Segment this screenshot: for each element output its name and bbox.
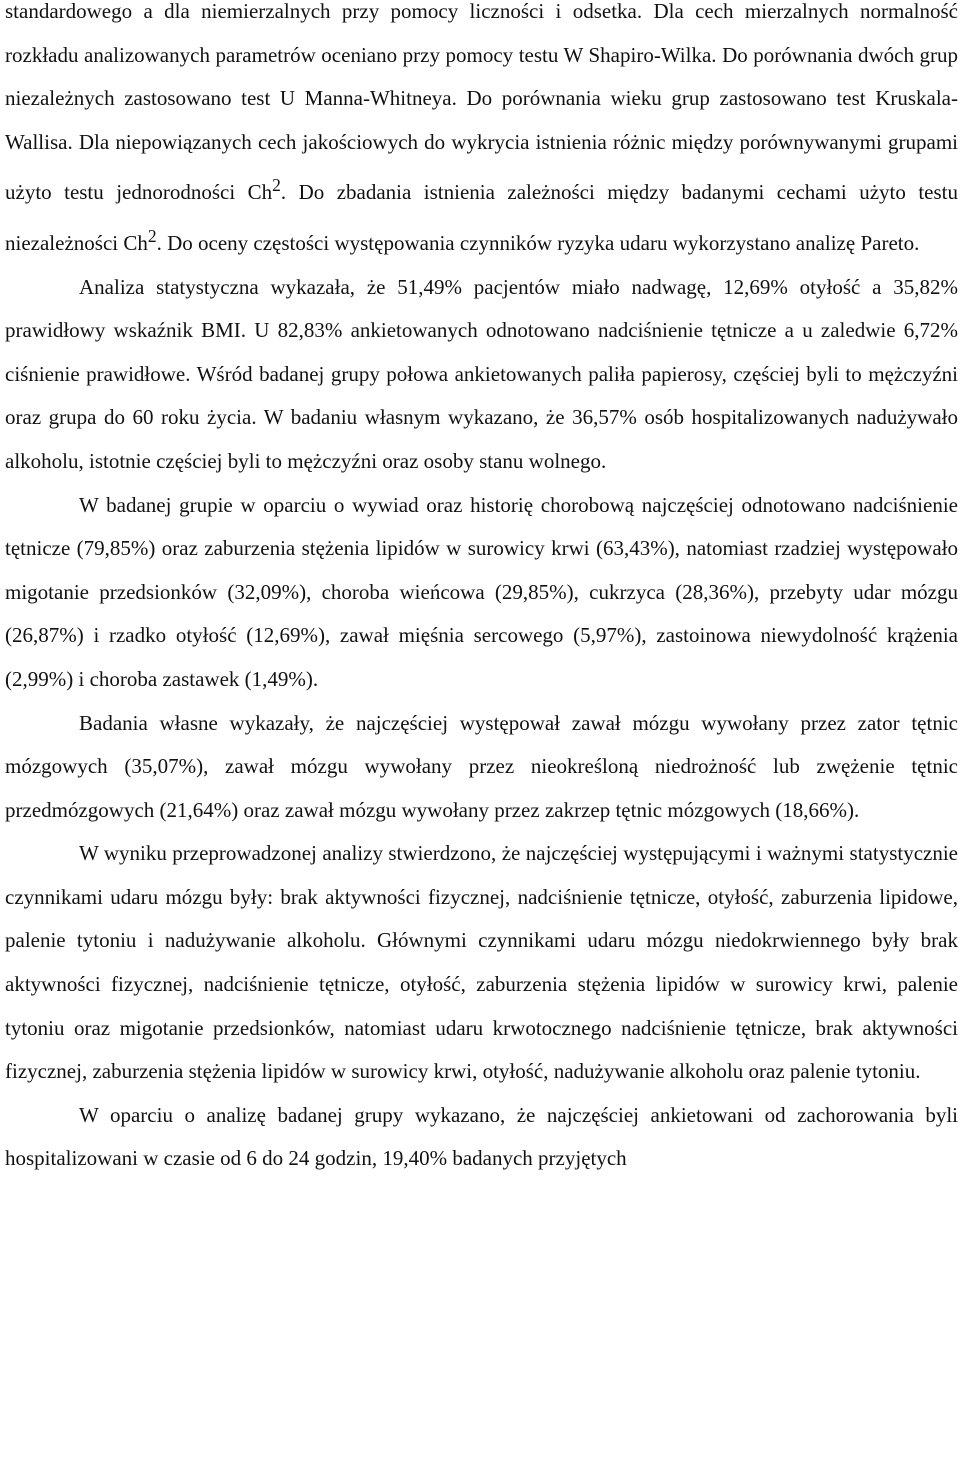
- text-segment: . Do zbadania istnienia zależności między badanymi cechami użyto testu niezależności Ch: [5, 180, 958, 255]
- text-segment: Badania własne wykazały, że najczęściej występował zawał mózgu wywołany przez zator tętnic mózgowych (35,07%), zawał mózgu wywołany przez nieokreśloną niedrożność lub zwężenie tętnic przedmózgowych (21,64%) oraz zawał mózgu wywołany przez zakrzep tętnic mózgowych (18,66%).: [5, 710, 958, 822]
- superscript: 2: [147, 225, 157, 246]
- text-segment: Analiza statystyczna wykazała, że 51,49% pacjentów miało nadwagę, 12,69% otyłość a 35,82% prawidłowy wskaźnik BMI. U 82,83% ankietowanych odnotowano nadciśnienie tętnicze a u zaledwie 6,72% ciśnienie prawidłowe. Wśród badanej grupy połowa ankietowanych paliła papierosy, częściej byli to mężczyźni oraz grupa do 60 roku życia. W badaniu własnym wykazano, że 36,57% osób hospitalizowanych nadużywało alkoholu, istotnie częściej byli to mężczyźni oraz osoby stanu wolnego.: [5, 274, 958, 473]
- paragraph-statistics: [5, 266, 958, 484]
- text-segment: W oparciu o analizę badanej grupy wykazano, że najczęściej ankietowani od zachorowania byli hospitalizowani w czasie od 6 do 24 godzin, 19,40% badanych przyjętych: [5, 1102, 958, 1171]
- paragraph-risk-factors: [5, 832, 958, 1094]
- paragraph-stroke-types: [5, 702, 958, 833]
- paragraph-hospitalization: [5, 1094, 958, 1181]
- text-segment: W badanej grupie w oparciu o wywiad oraz historię chorobową najczęściej odnotowano nadciśnienie tętnicze (79,85%) oraz zaburzenia stężenia lipidów w surowicy krwi (63,43%), natomiast rzadziej występowało migotanie przedsionków (32,09%), choroba wieńcowa (29,85%), cukrzyca (28,36%), przebyty udar mózgu (26,87%) i rzadko otyłość (12,69%), zawał mięśnia sercowego (5,97%), zastoinowa niewydolność krążenia (2,99%) i choroba zastawek (1,49%).: [5, 492, 958, 691]
- text-segment: standardowego a dla niemierzalnych przy pomocy liczności i odsetka. Dla cech mierzalnych normalność rozkładu analizowanych parametrów oceniano przy pomocy testu W Shapiro-Wilka. Do porównania dwóch grup niezależnych zastosowano test U Manna-Whitneya. Do porównania wieku grup zastosowano test Kruskala-Wallisa. Dla niepowiązanych cech jakościowych do wykrycia istnienia różnic między porównywanymi grupami użyto testu jednorodności Ch: [5, 0, 958, 205]
- text-segment: W wyniku przeprowadzonej analizy stwierdzono, że najczęściej występującymi i ważnymi statystycznie czynnikami udaru mózgu były: brak aktywności fizycznej, nadciśnienie tętnicze, otyłość, zaburzenia lipidowe, palenie tytoniu i nadużywanie alkoholu. Głównymi czynnikami udaru mózgu niedokrwiennego były brak aktywności fizycznej, nadciśnienie tętnicze, otyłość, zaburzenia stężenia lipidów w surowicy krwi, palenie tytoniu oraz migotanie przedsionków, natomiast udaru krwotocznego nadciśnienie tętnicze, brak aktywności fizycznej, zaburzenia stężenia lipidów w surowicy krwi, otyłość, nadużywanie alkoholu oraz palenie tytoniu.: [5, 841, 958, 1084]
- text-segment: . Do oceny częstości występowania czynników ryzyka udaru wykorzystano analizę Pareto.: [156, 230, 920, 255]
- superscript: 2: [272, 175, 281, 196]
- paragraph-methods: [5, 0, 958, 266]
- paragraph-comorbidities: [5, 484, 958, 702]
